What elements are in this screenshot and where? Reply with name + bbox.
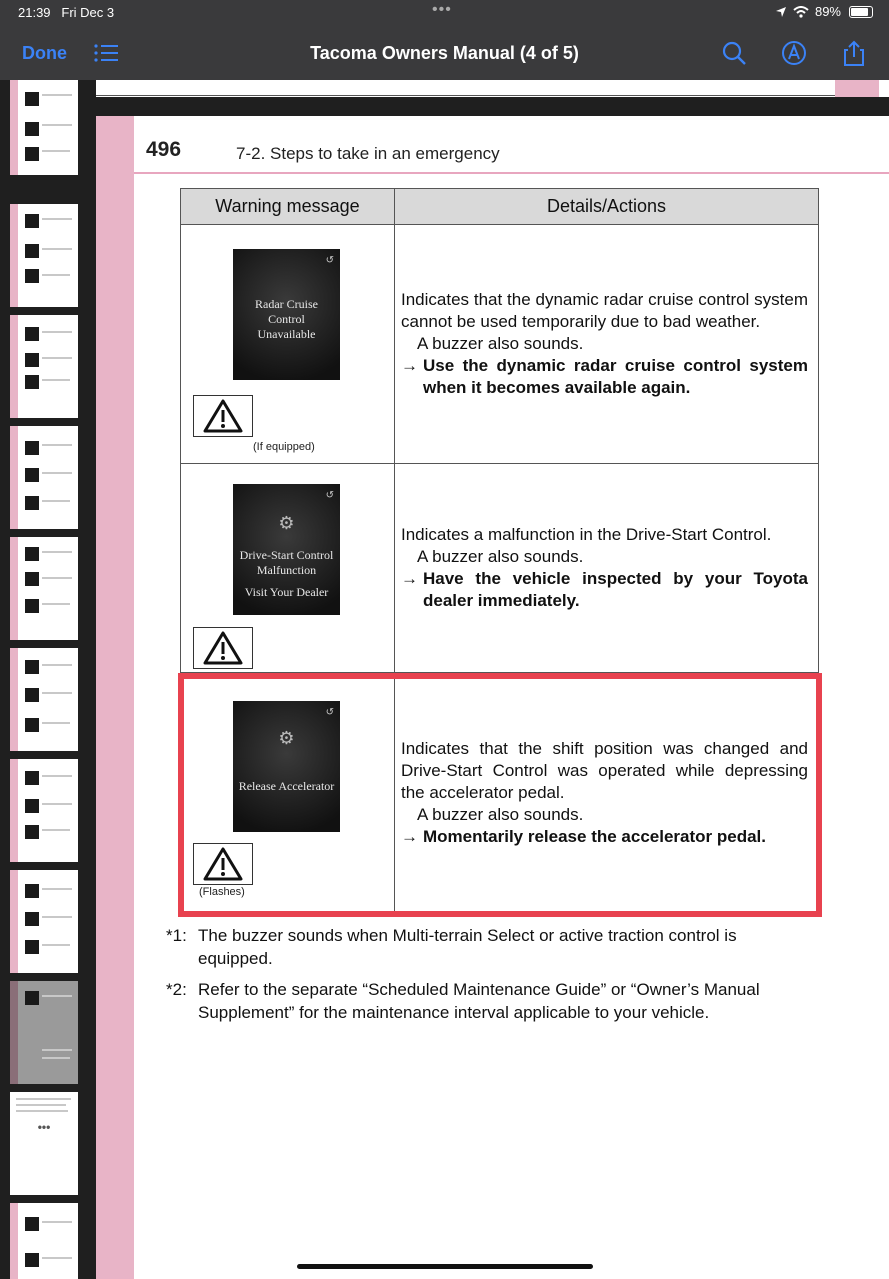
status-right (775, 4, 873, 19)
footnote-text: Refer to the separate “Scheduled Maintenance Guide” or “Owner’s Manual Supplement” for the maintenance interval applicable to your vehicle. (198, 980, 760, 1022)
header-divider (134, 172, 889, 174)
action-text: Momentarily release the accelerator pedal. (423, 827, 766, 846)
arrow-icon: → (401, 569, 418, 588)
action-text: Have the vehicle inspected by your Toyota dealer immediately. (423, 569, 808, 610)
warning-triangle-icon (193, 395, 253, 437)
location-icon (775, 6, 787, 18)
warning-triangle-icon (193, 627, 253, 669)
page-thumbnail-current[interactable] (10, 981, 78, 1084)
buzzer-text: A buzzer also sounds. (417, 805, 584, 824)
screen-text: Malfunction (256, 563, 317, 577)
page-thumbnail[interactable] (10, 648, 78, 751)
details-text: Indicates that the shift position was changed and Drive-Start Control was operated while depressing the accelerator pedal. (401, 739, 808, 802)
table-header-warning: Warning message (181, 189, 395, 225)
table-header-details: Details/Actions (395, 189, 819, 225)
document-title: Tacoma Owners Manual (4 of 5) (310, 43, 579, 63)
flashes-note: (Flashes) (199, 886, 245, 898)
page-thumbnail[interactable] (10, 315, 78, 418)
thumbnail-more-icon[interactable]: ••• (33, 1118, 55, 1140)
table-row (181, 225, 819, 464)
page-thumbnail-sidebar[interactable] (0, 80, 90, 1279)
back-icon: ↺ (325, 255, 334, 266)
if-equipped-note: (If equipped) (253, 441, 315, 453)
action-text: Use the dynamic radar cruise control system when it becomes available again. (423, 356, 808, 397)
markup-icon[interactable] (780, 39, 808, 67)
table-row (181, 464, 819, 673)
page-margin-strip (96, 116, 134, 1279)
share-icon[interactable] (840, 39, 868, 67)
page-thumbnail[interactable] (10, 537, 78, 640)
page-thumbnail[interactable] (10, 870, 78, 973)
buzzer-text: A buzzer also sounds. (417, 547, 584, 566)
screen-text: Control (268, 312, 305, 326)
status-bar (0, 0, 889, 26)
warning-image-cell (181, 464, 395, 673)
screen-text: Drive-Start Control (239, 548, 334, 562)
details-text: Indicates that the dynamic radar cruise control system cannot be used temporarily due to bad weather. (401, 290, 808, 331)
highlight-box-annotation (178, 673, 822, 917)
page-thumbnail[interactable] (10, 80, 78, 175)
page-thumbnail[interactable] (10, 1092, 78, 1195)
page-thumbnail[interactable] (10, 759, 78, 862)
screen-text: Unavailable (257, 327, 316, 341)
screen-text: Release Accelerator (238, 779, 335, 793)
nav-bar (0, 26, 889, 80)
battery-icon (849, 6, 873, 18)
details-cell (395, 464, 819, 673)
display-screen (233, 484, 340, 615)
drive-start-icon: ⚙ (278, 728, 295, 748)
drive-start-icon: ⚙ (278, 513, 295, 533)
details-text: Indicates a malfunction in the Drive-Start Control. (401, 525, 772, 544)
page-thumbnail[interactable] (10, 1203, 78, 1279)
display-screen (233, 249, 340, 380)
battery-percent: 89% (814, 4, 841, 19)
section-title: 7-2. Steps to take in an emergency (236, 144, 500, 163)
wifi-icon (793, 6, 809, 18)
page-thumbnail[interactable] (10, 204, 78, 307)
back-icon: ↺ (325, 707, 334, 718)
status-time: 21:39 Fri Dec 3 (18, 5, 115, 20)
previous-page-edge (96, 80, 889, 97)
page-thumbnail[interactable] (10, 426, 78, 529)
screen-text: Radar Cruise (255, 297, 318, 311)
footnote-text: The buzzer sounds when Multi-terrain Select or active traction control is equipped. (198, 926, 737, 968)
screen-text: Visit Your Dealer (244, 585, 329, 599)
page-number: 496 (146, 138, 182, 161)
multitask-dots-icon[interactable]: ••• (432, 1, 452, 18)
arrow-icon: → (401, 356, 418, 375)
done-button[interactable]: Done (22, 43, 67, 63)
warning-image-cell (181, 225, 395, 464)
back-icon: ↺ (325, 490, 334, 501)
details-cell (395, 225, 819, 464)
footnote-mark: *1: (166, 926, 187, 945)
footnote-mark: *2: (166, 980, 187, 999)
search-icon[interactable] (720, 39, 748, 67)
home-indicator[interactable] (297, 1264, 593, 1269)
arrow-icon: → (401, 827, 418, 846)
buzzer-text: A buzzer also sounds. (417, 334, 584, 353)
